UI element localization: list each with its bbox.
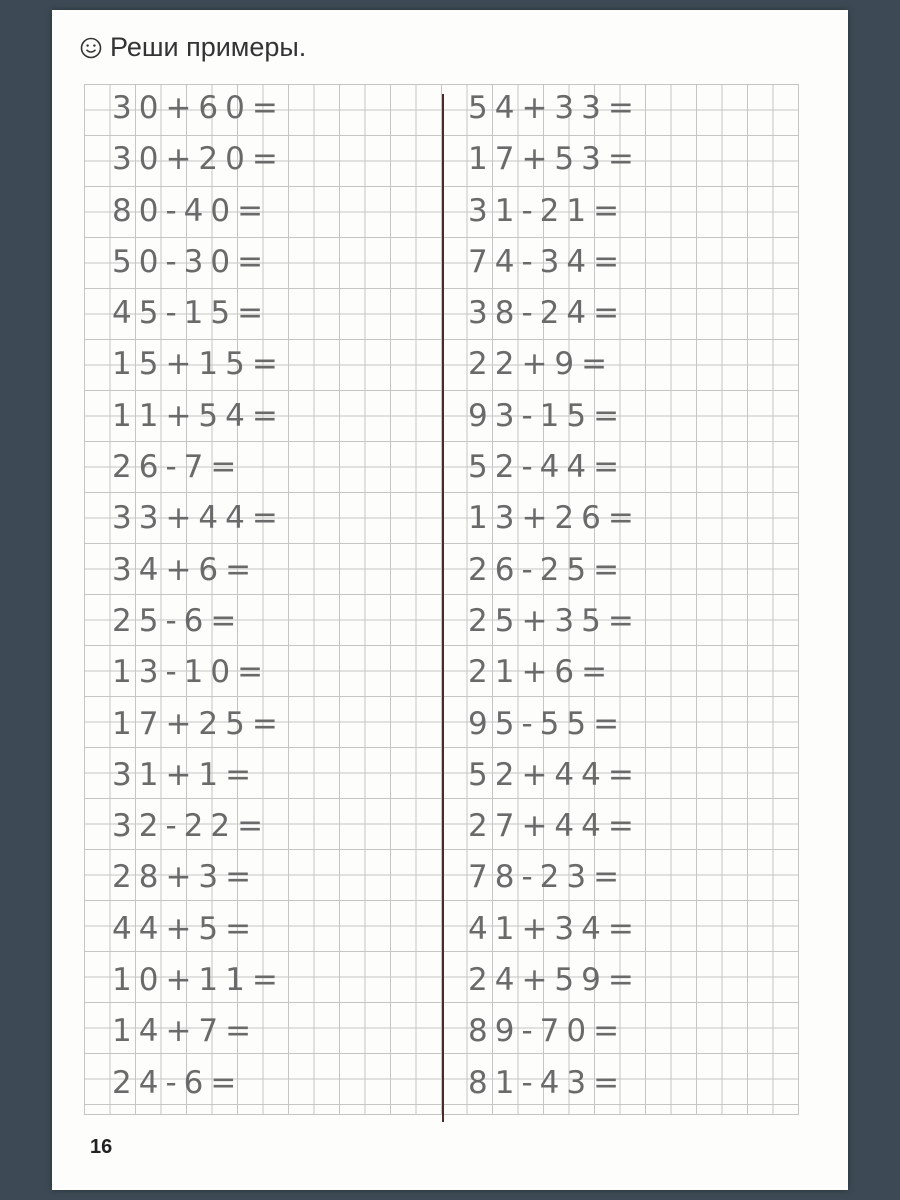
smiley-icon [80, 37, 102, 59]
task-title: Реши примеры. [110, 32, 307, 62]
exercise: 28+3= [112, 859, 259, 896]
exercise: 17+25= [112, 705, 285, 742]
exercise: 22+9= [468, 346, 615, 383]
exercise: 74-34= [468, 243, 627, 280]
right-exercise-column [468, 83, 641, 1109]
page-number: 16 [90, 1136, 113, 1158]
exercise: 78-23= [468, 859, 627, 896]
exercise: 24-6= [112, 1064, 244, 1101]
exercise: 31-21= [468, 192, 627, 229]
exercise: 24+59= [468, 962, 641, 999]
exercise: 26-7= [112, 449, 244, 486]
exercise: 45-15= [112, 295, 271, 332]
exercise: 31+1= [112, 756, 259, 793]
exercise: 27+44= [468, 808, 641, 845]
workbook-page [52, 10, 848, 1190]
exercise: 34+6= [112, 551, 259, 588]
exercise: 44+5= [112, 910, 259, 947]
exercise: 25+35= [468, 602, 641, 639]
task-heading [80, 32, 306, 63]
exercise: 41+34= [468, 910, 641, 947]
exercise: 80-40= [112, 192, 271, 229]
exercise: 38-24= [468, 295, 627, 332]
column-divider [442, 94, 444, 1122]
exercise: 93-15= [468, 397, 627, 434]
exercise: 13+26= [468, 500, 641, 537]
exercise: 17+53= [468, 141, 641, 178]
exercise: 21+6= [468, 654, 615, 691]
exercise: 15+15= [112, 346, 285, 383]
exercise: 11+54= [112, 397, 285, 434]
exercise: 52-44= [468, 449, 627, 486]
exercise: 10+11= [112, 962, 285, 999]
exercise: 33+44= [112, 500, 285, 537]
exercise: 50-30= [112, 243, 271, 280]
exercise: 14+7= [112, 1013, 259, 1050]
exercise: 89-70= [468, 1013, 627, 1050]
exercise: 30+60= [112, 90, 285, 126]
exercise: 52+44= [468, 756, 641, 793]
exercise: 30+20= [112, 141, 285, 178]
left-exercise-column [112, 83, 285, 1109]
exercise: 26-25= [468, 551, 627, 588]
exercise: 13-10= [112, 654, 271, 691]
exercise: 95-55= [468, 705, 627, 742]
exercise: 81-43= [468, 1064, 627, 1101]
exercise: 25-6= [112, 602, 244, 639]
exercise: 54+33= [468, 90, 641, 126]
exercise: 32-22= [112, 808, 271, 845]
